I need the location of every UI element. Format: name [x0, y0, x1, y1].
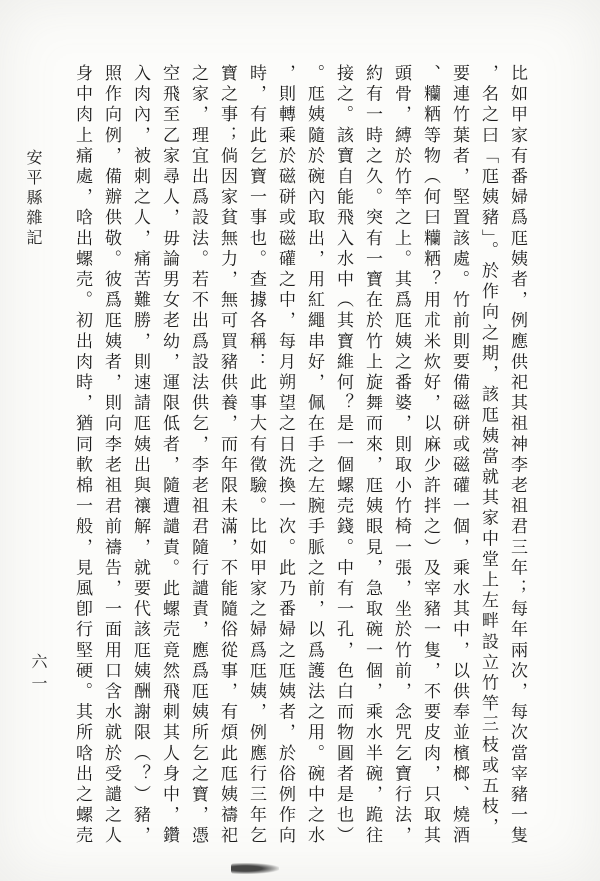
text-column: 比如甲家有番婦爲尫姨者，例應供祀其祖神李老祖君三年；每年兩次，每次當宰豬一隻 — [508, 64, 527, 847]
book-title: 安平縣雜記 — [24, 149, 41, 249]
text-column: 寶之事；倘因家貧無力，無可買豬供養，而年限未滿，不能隨俗從事，有煩此尫姨禱祀 — [218, 64, 237, 847]
text-column: ，則轉乘於磁硑或磁礶之中，每月朔望之日洗換一次。此乃番婦之尫姨者，於俗例作向 — [276, 64, 295, 847]
text-column: 之家，理宜出爲設法。若不出爲設法供乞，李老祖君隨行譴責，應爲尫姨所乞之寶，憑 — [189, 64, 208, 847]
text-column: 要連竹葉者，堅置該處。竹前則要備磁硑或磁礶一個，乘水其中，以供奉並檳榔、燒酒 — [450, 64, 469, 847]
text-column: 空飛至乙家尋人，毋論男女老幼，運限低者，隨遭譴責。此螺売竟然飛刺其人身中，鑽 — [160, 64, 179, 847]
text-column: 時，有此乞寶一事也。查據各稱：此事大有徵驗。比如甲家之婦爲尫姨，例應行三年乞 — [247, 64, 266, 847]
text-block — [66, 64, 532, 854]
text-column: 接之。該寶自能飛入水中（其寶維何？是一個螺売錢。中有一孔，色白而物圓者是也） — [334, 64, 353, 847]
text-column: 頭骨，縛於竹竿之上。其爲尫姨之番婆，則取小竹椅一張，坐於竹前，念咒乞寶行法， — [392, 64, 411, 847]
text-column: 約有一時之久。突有一寶在於竹上旋舞而來，尫姨眼見，急取碗一個，乘水半碗，跪往 — [363, 64, 382, 847]
text-column: 。尫姨隨於碗內取出，用紅繩串好，佩在手之左腕手脈之前，以爲護法之用。碗中之水 — [305, 64, 324, 847]
text-column: 照作向例，備辦供敬。彼爲尫姨者，則向李老祖君前禱告，一面用口含水就於受譴之人 — [102, 64, 121, 847]
text-column: ，名之曰「尫姨豬」。於作向之期，該尫姨當就其家中堂上左畔設立竹竿三枝或五枝， — [479, 64, 498, 839]
text-column: 身中肉上痛處，唅出螺売。初出肉時，猶同軟棉一般，見風卽行堅硬。其所唅出之螺売 — [73, 64, 92, 847]
text-column: 入肉內，被刺之人，痛苦難勝，則速請尫姨出與禳解，就要代該尫姨酬謝限（？）豬， — [131, 64, 150, 847]
ink-smudge-artifact — [231, 863, 279, 874]
text-column: 、糷粞等物（何曰糷粞？用朮米炊好，以麻少許拌之）及宰豬一隻，不要皮肉，只取其 — [421, 64, 440, 847]
page-number: 六一 — [29, 653, 46, 697]
